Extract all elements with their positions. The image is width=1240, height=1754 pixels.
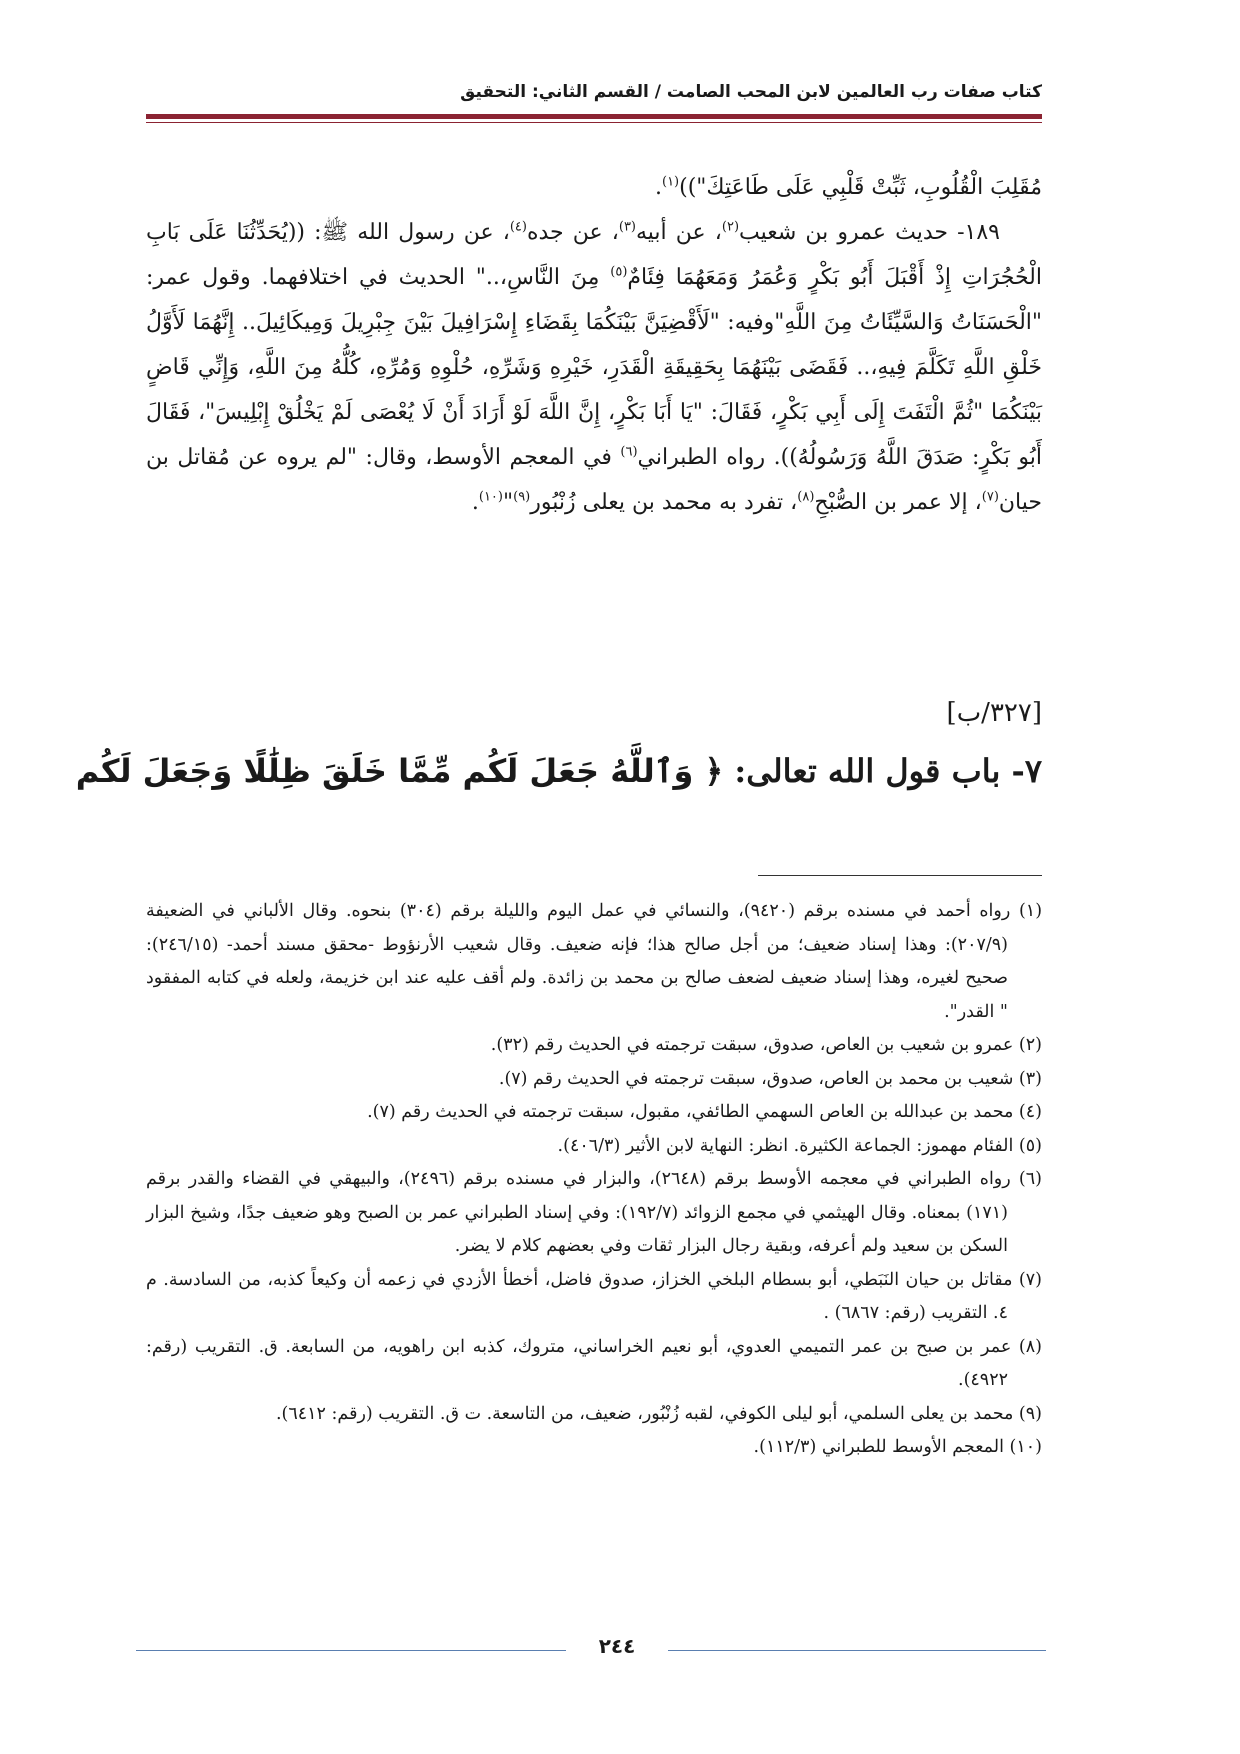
footnote-separator xyxy=(758,875,1042,876)
footnote-ref-9: (٩) xyxy=(513,489,531,505)
text-span: . xyxy=(471,490,479,515)
footnote-ref-7: (٧) xyxy=(981,489,999,505)
footnote-7: (٧) مقاتل بن حيان النَبَطي، أبو بسطام البلخي الخزاز، صدوق فاضل، أخطأ الأزدي في زعمه أن وكيعاً كذبه، من السادسة. م ٤. التقريب (رقم: ٦٨٦٧) . xyxy=(146,1269,1042,1323)
header-rule-thick xyxy=(146,114,1042,119)
footnote-ref-5: (٥) xyxy=(610,264,628,280)
chapter-heading xyxy=(75,752,1042,790)
text-span: ، إلا عمر بن الصُّبْحِ xyxy=(814,490,982,515)
footnote-ref-3: (٣) xyxy=(618,219,636,235)
footnote-6: (٦) رواه الطبراني في معجمه الأوسط برقم (٢٦٤٨)، والبزار في مسنده برقم (٢٤٩٦)، والبيهقي في القضاء والقدر برقم (١٧١) بمعناه. وقال الهيثمي في مجمع الزوائد (١٩٢/٧): وفي إسناد الطبراني عمر بن الصبح وهو ضعيف جدًا، وشيخ البزار السكن بن سعيد ولم أعرفه، وبقية رجال البزار ثقات وفي بعضهم كلام لا يضر. xyxy=(146,1169,1042,1256)
text-span: مِنَ النَّاسِ،.." الحديث في اختلافهما. وقول عمر: "الْحَسَنَاتُ وَالسَّيِّئَاتُ مِنَ اللَّهِ"وفيه: "لَأَقْضِيَنَّ بَيْنَكُمَا بِقَضَاءِ إِسْرَافِيلَ بَيْنَ جِبْرِيلَ وَمِيكَائِيلَ.. إِنَّهُمَا لَأَوَّلُ خَلْقِ اللَّهِ تَكَلَّمَ فِيهِ،.. فَقَضَى بَيْنَهُمَا بِحَقِيقَةِ الْقَدَرِ، خَيْرِهِ وَشَرِّهِ، حُلْوِهِ وَمُرِّهِ، كُلُّهُ مِنَ اللَّهِ، وَإِنِّي قَاضٍ بَيْنَكُمَا "ثُمَّ الْتَفَتَ إِلَى أَبِي بَكْرٍ، فَقَالَ: "يَا أَبَا بَكْرٍ، إِنَّ اللَّهَ لَوْ أَرَادَ أَنْ لَا يُعْصَى لَمْ يَخْلُقْ إِبْلِيسَ"، فَقَالَ أَبُو بَكْرٍ: صَدَقَ اللَّهُ وَرَسُولُهُ)). رواه الطبراني xyxy=(146,265,1042,470)
text-span: ، عن جده xyxy=(526,220,619,245)
footnote-ref-2: (٢) xyxy=(721,219,740,235)
footnote-10: (١٠) المعجم الأوسط للطبراني (١١٢/٣). xyxy=(753,1437,1042,1457)
header-rule-thin xyxy=(146,122,1042,123)
footnote-1: (١) رواه أحمد في مسنده برقم (٩٤٢٠)، والنسائي في عمل اليوم والليلة برقم (٣٠٤) بنحوه. وقال الألباني في الضعيفة (٢٠٧/٩): وهذا إسناد ضعيف؛ من أجل صالح هذا؛ فإنه ضعيف. وقال شعيب الأرنؤوط -محقق مسند أحمد- (٢٤٦/١٥): صحيح لغيره، وهذا إسناد ضعيف لضعف صالح بن محمد بن زائدة. ولم أقف عليه عند ابن خزيمة، ولعله في كتابه المفقود " القدر". xyxy=(146,901,1043,1022)
manuscript-folio-marker: [٣٢٧/ب] xyxy=(946,698,1042,728)
paragraph-continuation xyxy=(146,165,1042,210)
hadith-189 xyxy=(146,210,1042,525)
page-number: ٢٤٤ xyxy=(598,1634,636,1658)
footer-rule-left xyxy=(136,1650,566,1651)
footnote-2: (٢) عمرو بن شعيب بن العاص، صدوق، سبقت ترجمته في الحديث رقم (٣٢). xyxy=(490,1035,1042,1055)
chapter-title: ٧- باب قول الله تعالى: xyxy=(723,752,1042,790)
text-span: ، عن رسول الله ﷺ: ((يُحَدِّثُنَا عَلَى بَابِ الْحُجُرَاتِ إِذْ أَقْبَلَ أَبُو بَكْرٍ وَعُمَرُ وَمَعَهُمَا فِئَامٌ xyxy=(146,220,1042,290)
main-text xyxy=(146,165,1042,525)
text-span: ، تفرد به محمد بن يعلى زُنْبُور xyxy=(530,490,798,515)
footnote-3: (٣) شعيب بن محمد بن العاص، صدوق، سبقت ترجمته في الحديث رقم (٧). xyxy=(498,1068,1042,1089)
running-header: كتاب صفات رب العالمين لابن المحب الصامت / القسم الثاني: التحقيق xyxy=(460,82,1042,102)
footnote-8: (٨) عمر بن صبح بن عمر التميمي العدوي، أبو نعيم الخراساني، متروك، كذبه ابن راهويه، من السابعة. ق. التقريب (رقم: ٤٩٢٢). xyxy=(146,1336,1042,1390)
footnote-4: (٤) محمد بن عبدالله بن العاص السهمي الطائفي، مقبول، سبقت ترجمته في الحديث رقم (٧). xyxy=(367,1102,1042,1122)
text-span: " xyxy=(502,490,514,515)
text-span: مُقَلِبَ الْقُلُوبِ، ثَبِّتْ قَلْبِي عَلَى طَاعَتِكَ")) xyxy=(679,175,1042,200)
text-span: في المعجم الأوسط، وقال: "لم يروه عن مُقاتل بن حيان xyxy=(146,445,1042,515)
footnote-ref-6: (٦) xyxy=(620,444,638,460)
text-span: . xyxy=(654,175,662,200)
text-span: ١٨٩- حديث عمرو بن شعيب xyxy=(739,220,1000,245)
text-span: ، عن أبيه xyxy=(636,220,722,245)
footnote-9: (٩) محمد بن يعلى السلمي، أبو ليلى الكوفي، لقبه زُنْبُور، ضعيف، من التاسعة. ت ق. التقريب (رقم: ٦٤١٢). xyxy=(275,1403,1042,1424)
footnote-ref-8: (٨) xyxy=(797,489,815,505)
footnotes xyxy=(146,895,1042,1465)
footnote-ref-10: (١٠) xyxy=(478,489,503,505)
quran-verse: ﴿ وَٱللَّهُ جَعَلَ لَكُم مِّمَّا خَلَقَ ظِلَٰلًا وَجَعَلَ لَكُم xyxy=(75,752,724,790)
footer-rule-right xyxy=(668,1650,1046,1651)
footnote-ref-1: (١) xyxy=(661,174,680,190)
footnote-ref-4: (٤) xyxy=(509,219,527,235)
footnote-5: (٥) الفئام مهموز: الجماعة الكثيرة. انظر: النهاية لابن الأثير (٤٠٦/٣). xyxy=(557,1135,1042,1156)
